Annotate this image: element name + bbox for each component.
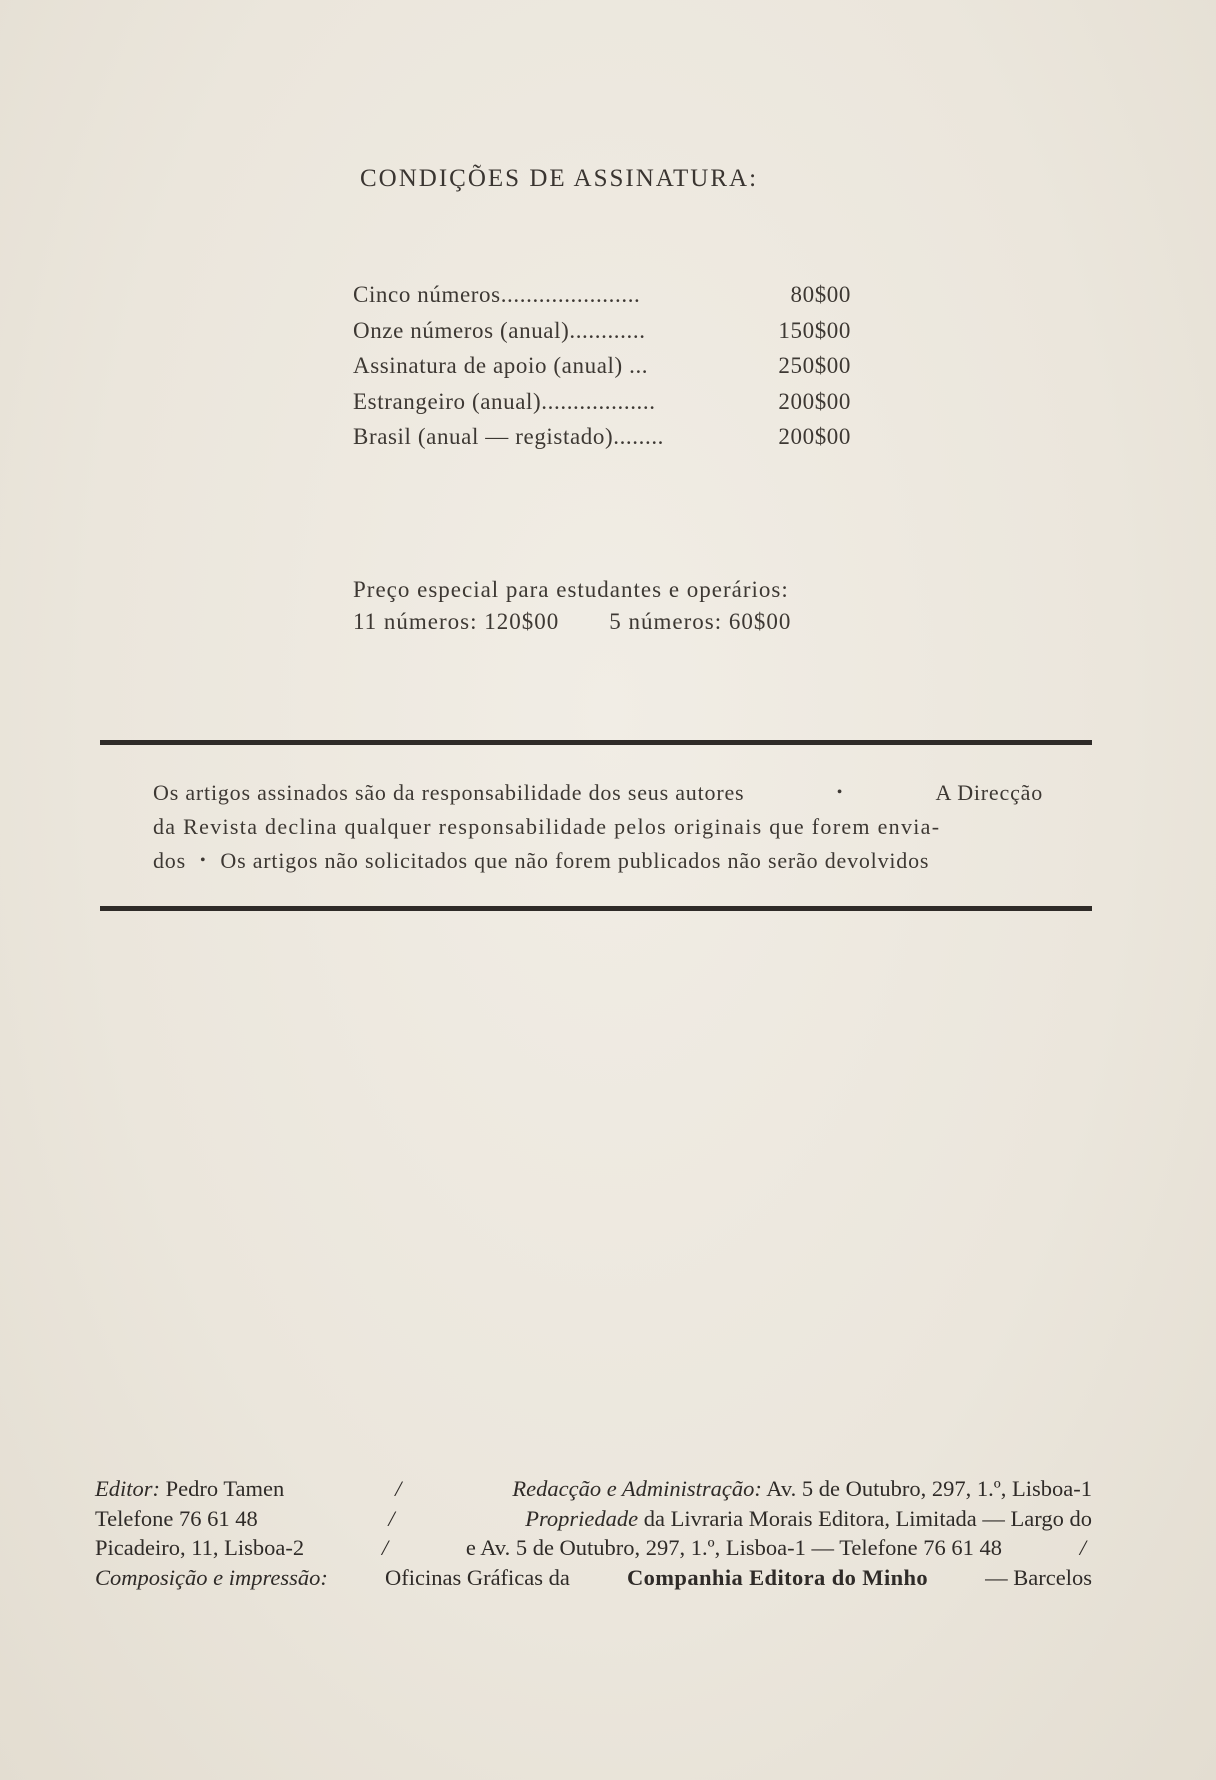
price-row [353, 419, 853, 455]
price-value: 200$00 [778, 424, 851, 449]
redaccao-label: Redacção e Administração: [512, 1476, 762, 1501]
barcelos-text: — Barcelos [985, 1564, 1092, 1590]
price-row [353, 384, 853, 420]
notice-line [153, 776, 1043, 810]
editor-name: Pedro Tamen [165, 1476, 285, 1501]
price-value: 200$00 [778, 388, 851, 414]
page-title: CONDIÇÕES DE ASSINATURA: [360, 165, 759, 192]
telefone: Telefone 76 61 48 [95, 1505, 258, 1531]
bullet-icon: • [836, 784, 844, 801]
picadeiro-address: Picadeiro, 11, Lisboa-2 [95, 1535, 305, 1560]
notice-text: A Direcção [935, 780, 1043, 805]
imprint-line [95, 1533, 1092, 1563]
price-label: Assinatura de apoio (anual) ... [353, 353, 649, 378]
subscription-price-table [353, 277, 853, 455]
price-row [353, 348, 853, 384]
imprint-line [95, 1474, 1092, 1504]
notice-text: Os artigos não solicitados que não forem publicados não serão devolvidos [220, 848, 930, 873]
imprint-block [95, 1474, 1092, 1592]
special-price-values [353, 606, 791, 638]
divider-bottom [100, 906, 1092, 911]
propriedade-label: Propriedade [525, 1505, 639, 1531]
propriedade-text: da Livraria Morais Editora, Limitada — Largo do [643, 1505, 1092, 1531]
notice-text: Os artigos assinados são da responsabilidade dos seus autores [153, 780, 745, 805]
editorial-notice [153, 776, 1043, 878]
price-value: 80$00 [790, 282, 851, 307]
price-label: Cinco números...................... [353, 282, 641, 307]
special-price-5: 5 números: 60$00 [609, 609, 792, 634]
price-row [353, 313, 853, 349]
editor-label: Editor: [95, 1476, 160, 1501]
special-price-block [353, 574, 791, 638]
special-price-heading: Preço especial para estudantes e operários: [353, 577, 789, 602]
notice-text: da Revista declina qualquer responsabilidade pelos originais que forem envia- [153, 814, 941, 839]
notice-text: dos [153, 848, 186, 873]
imprint-line [95, 1563, 1092, 1593]
price-row [353, 277, 853, 313]
price-label: Brasil (anual — registado)........ [353, 424, 665, 449]
bullet-icon: • [199, 852, 207, 869]
imprint-segment [512, 1474, 1092, 1504]
oficinas-text: Oficinas Gráficas da [384, 1564, 570, 1590]
notice-line [153, 810, 1043, 844]
notice-line [153, 844, 1043, 878]
separator: / [381, 1535, 389, 1560]
separator: / [1079, 1535, 1086, 1560]
price-value: 250$00 [778, 353, 851, 378]
imprint-segment [95, 1474, 284, 1504]
redaccao-address: Av. 5 de Outubro, 297, 1.º, Lisboa-1 [766, 1476, 1092, 1501]
second-address: e Av. 5 de Outubro, 297, 1.º, Lisboa-1 — Telefone 76 61 48 [465, 1535, 1002, 1560]
separator: / [395, 1476, 402, 1501]
imprint-segment [525, 1504, 1092, 1534]
price-label: Onze números (anual)............ [353, 317, 646, 343]
separator: / [388, 1505, 395, 1531]
companhia-name: Companhia Editora do Minho [626, 1564, 929, 1590]
divider-top [100, 740, 1092, 745]
price-label: Estrangeiro (anual).................. [353, 388, 656, 414]
composicao-label: Composição e impressão: [95, 1564, 328, 1590]
imprint-line [95, 1504, 1092, 1534]
price-value: 150$00 [778, 317, 851, 343]
special-price-11: 11 números: 120$00 [353, 609, 560, 634]
